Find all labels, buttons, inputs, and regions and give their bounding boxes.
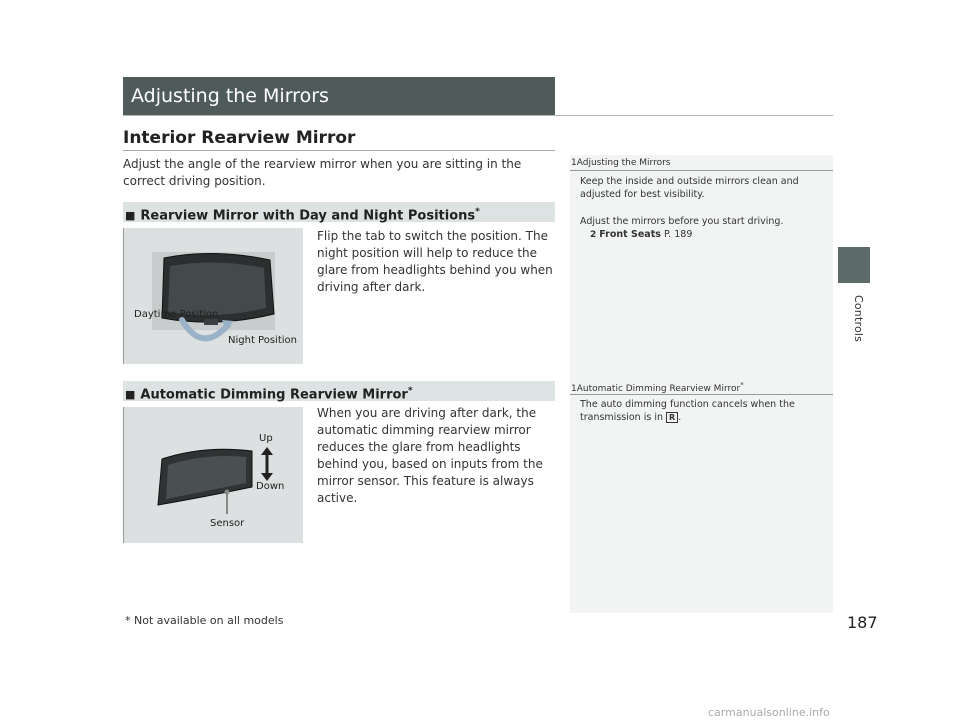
footnote: * Not available on all models (125, 614, 284, 627)
subsection-title: Automatic Dimming Rearview Mirror (140, 387, 408, 403)
note-adjusting-para1: Keep the inside and outside mirrors clean and adjusted for best visibility. (580, 176, 799, 200)
section-divider (123, 150, 555, 151)
xref-page: P. 189 (663, 229, 693, 240)
asterisk: * (407, 386, 413, 396)
down-arrow-icon (261, 473, 273, 481)
auto-dimming-mirror-illustration (123, 407, 303, 543)
up-label: Up (259, 433, 273, 444)
asterisk: * (740, 381, 744, 389)
page-number: 187 (847, 613, 878, 632)
subsection-header-auto-dimming (123, 381, 555, 401)
gear-r-icon: R (666, 412, 678, 423)
subsection-header-day-night (123, 202, 555, 222)
asterisk: * (475, 207, 480, 217)
side-tab-marker (838, 247, 870, 283)
day-night-description: Flip the tab to switch the position. The night position will help to reduce the glare from headlights behind you when driving after dark. (317, 229, 553, 294)
sensor-dot-icon (225, 490, 230, 495)
xref-link-front-seats[interactable]: Front Seats (599, 229, 661, 240)
xref-arrow-icon: 2 (590, 230, 597, 240)
auto-dimming-description: When you are driving after dark, the automatic dimming rearview mirror reduces the glare from headlights behind you, based on inputs from the mirror sensor. This feature is always active. (317, 406, 543, 505)
daytime-position-label: Daytime Position (134, 309, 219, 320)
note-title: Automatic Dimming Rearview Mirror (576, 384, 741, 394)
section-intro: Adjust the angle of the rearview mirror when you are sitting in the correct driving position. (123, 157, 522, 188)
watermark: carmanualsonline.info (708, 706, 830, 719)
note-header-auto-dimming (571, 381, 744, 394)
note-auto-dimming-body: The auto dimming function cancels when the transmission is in R . (580, 399, 795, 423)
note-header-adjusting (571, 158, 670, 168)
note-title: Adjusting the Mirrors (576, 158, 671, 168)
note-adjusting-para2: Adjust the mirrors before you start driving. (580, 216, 784, 227)
mirror-glass-icon (168, 262, 266, 315)
up-arrow-icon (261, 447, 273, 455)
chapter-title: Adjusting the Mirrors (131, 85, 329, 107)
title-divider (123, 115, 833, 116)
note-divider (570, 170, 833, 171)
night-position-label: Night Position (228, 335, 297, 346)
section-title: Interior Rearview Mirror (123, 128, 356, 148)
square-bullet-icon: ■ (125, 209, 136, 223)
sensor-label: Sensor (210, 518, 245, 529)
day-night-mirror-illustration (123, 228, 303, 364)
down-label: Down (256, 481, 285, 492)
chapter-title-bar (123, 77, 555, 115)
side-tab-label: Controls (852, 295, 865, 343)
note-marker-icon: 1 (571, 384, 577, 394)
note-xref (590, 228, 835, 242)
square-bullet-icon: ■ (125, 388, 136, 402)
note-divider (570, 394, 833, 395)
subsection-title: Rearview Mirror with Day and Night Positions (140, 208, 476, 224)
note-marker-icon: 1 (571, 158, 577, 168)
